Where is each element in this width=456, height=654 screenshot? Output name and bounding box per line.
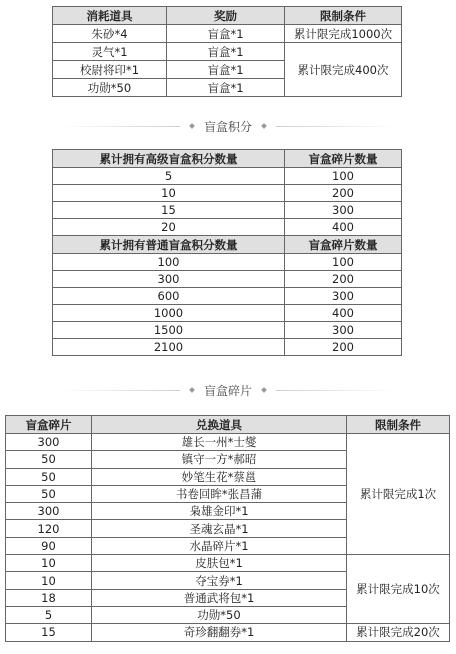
diamond-icon xyxy=(189,387,195,393)
table-row xyxy=(53,202,402,219)
col-header-item: 消耗道具 xyxy=(53,7,167,25)
diamond-icon xyxy=(261,123,267,129)
shards-cell: 200 xyxy=(285,339,402,356)
divider-line xyxy=(276,126,396,127)
col-header-advanced-points: 累计拥有高级盲盒积分数量 xyxy=(53,150,285,168)
shards-cell: 50 xyxy=(6,451,92,468)
col-header-normal-points: 累计拥有普通盲盒积分数量 xyxy=(53,236,285,254)
shards-cell: 18 xyxy=(6,589,92,606)
item-cell: 校尉将印*1 xyxy=(53,61,167,79)
exchange-item-cell: 镇守一方*郝昭 xyxy=(92,451,347,468)
points-cell: 5 xyxy=(53,168,285,185)
shards-cell: 300 xyxy=(285,322,402,339)
divider-line xyxy=(276,390,396,391)
exchange-item-cell: 妙笔生花*蔡邕 xyxy=(92,468,347,485)
points-cell: 300 xyxy=(53,271,285,288)
shards-cell: 10 xyxy=(6,555,92,572)
section-heading-shards xyxy=(0,380,456,400)
item-cell: 朱砂*4 xyxy=(53,25,167,43)
points-cell: 600 xyxy=(53,288,285,305)
reward-cell: 盲盒*1 xyxy=(167,61,285,79)
shards-cell: 200 xyxy=(285,271,402,288)
shards-cell: 120 xyxy=(6,520,92,537)
table-row xyxy=(53,322,402,339)
exchange-item-cell: 夺宝券*1 xyxy=(92,572,347,589)
shards-cell: 400 xyxy=(285,219,402,236)
col-header-exchange-item: 兑换道具 xyxy=(92,416,347,434)
points-cell: 20 xyxy=(53,219,285,236)
shards-cell: 50 xyxy=(6,485,92,502)
section-title: 盲盒积分 xyxy=(203,119,252,134)
points-table xyxy=(52,149,402,356)
shards-cell: 15 xyxy=(6,624,92,641)
table-row xyxy=(53,254,402,271)
section-title: 盲盒碎片 xyxy=(203,383,252,398)
shards-cell: 300 xyxy=(6,503,92,520)
shards-cell: 400 xyxy=(285,305,402,322)
limit-cell: 累计限完成10次 xyxy=(347,555,450,624)
col-header-shards: 盲盒碎片数量 xyxy=(285,150,402,168)
col-header-shards: 盲盒碎片 xyxy=(6,416,92,434)
table-row xyxy=(53,43,402,61)
shards-cell: 10 xyxy=(6,572,92,589)
divider-line xyxy=(60,390,180,391)
exchange-item-cell: 圣魂玄晶*1 xyxy=(92,520,347,537)
item-cell: 功勋*50 xyxy=(53,79,167,97)
table-row xyxy=(53,305,402,322)
table-row xyxy=(6,624,450,641)
shards-cell: 300 xyxy=(6,434,92,451)
item-cell: 灵气*1 xyxy=(53,43,167,61)
shards-cell: 300 xyxy=(285,202,402,219)
points-cell: 1500 xyxy=(53,322,285,339)
col-header-reward: 奖励 xyxy=(167,7,285,25)
shards-cell: 100 xyxy=(285,168,402,185)
table-row xyxy=(53,271,402,288)
shards-cell: 50 xyxy=(6,468,92,485)
reward-cell: 盲盒*1 xyxy=(167,25,285,43)
points-cell: 2100 xyxy=(53,339,285,356)
points-cell: 100 xyxy=(53,254,285,271)
exchange-item-cell: 水晶碎片*1 xyxy=(92,537,347,554)
points-cell: 15 xyxy=(53,202,285,219)
table-row xyxy=(53,339,402,356)
col-header-shards: 盲盒碎片数量 xyxy=(285,236,402,254)
limit-cell: 累计限完成1000次 xyxy=(285,25,402,43)
table-row xyxy=(53,168,402,185)
exchange-item-cell: 功勋*50 xyxy=(92,606,347,623)
limit-cell: 累计限完成1次 xyxy=(347,434,450,555)
table-row xyxy=(6,555,450,572)
shards-cell: 300 xyxy=(285,288,402,305)
table-row xyxy=(53,185,402,202)
exchange-item-cell: 书卷回眸*张昌蒲 xyxy=(92,485,347,502)
exchange-item-cell: 普通武将包*1 xyxy=(92,589,347,606)
shards-cell: 90 xyxy=(6,537,92,554)
diamond-icon xyxy=(189,123,195,129)
diamond-icon xyxy=(261,387,267,393)
shards-cell: 200 xyxy=(285,185,402,202)
points-cell: 1000 xyxy=(53,305,285,322)
table-row xyxy=(53,288,402,305)
consume-table xyxy=(52,6,402,97)
section-heading-points xyxy=(0,116,456,136)
exchange-item-cell: 雄长一州*士燮 xyxy=(92,434,347,451)
exchange-item-cell: 奇珍翻翻券*1 xyxy=(92,624,347,641)
points-cell: 10 xyxy=(53,185,285,202)
reward-cell: 盲盒*1 xyxy=(167,43,285,61)
table-row xyxy=(53,219,402,236)
exchange-item-cell: 枭雄金印*1 xyxy=(92,503,347,520)
divider-line xyxy=(60,126,180,127)
limit-cell: 累计限完成20次 xyxy=(347,624,450,641)
shards-cell: 5 xyxy=(6,606,92,623)
col-header-limit: 限制条件 xyxy=(347,416,450,434)
table-row xyxy=(53,25,402,43)
col-header-limit: 限制条件 xyxy=(285,7,402,25)
limit-cell: 累计限完成400次 xyxy=(285,43,402,97)
exchange-table xyxy=(5,415,450,642)
table-row xyxy=(6,434,450,451)
shards-cell: 100 xyxy=(285,254,402,271)
reward-cell: 盲盒*1 xyxy=(167,79,285,97)
exchange-item-cell: 皮肤包*1 xyxy=(92,555,347,572)
